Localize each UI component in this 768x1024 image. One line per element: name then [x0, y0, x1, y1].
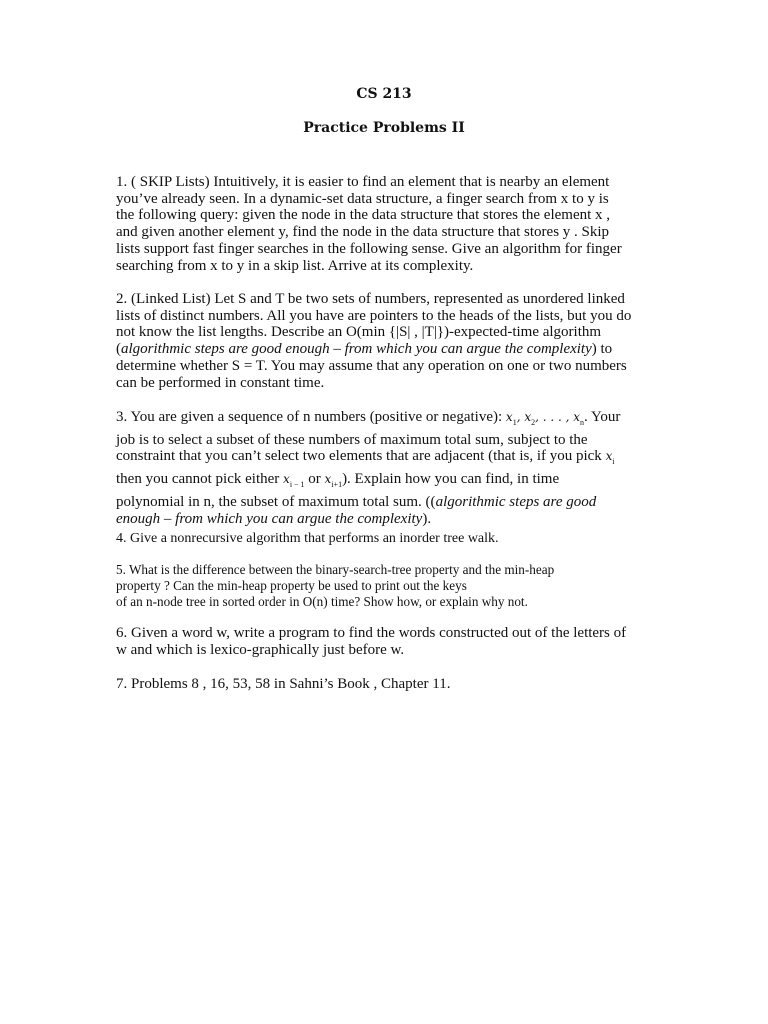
- problem-4: [116, 531, 656, 547]
- math-var: x: [324, 472, 332, 487]
- problem-2-line: not know the list lengths. Describe an O(min {|S| , |T|})-expected-time algorithm: [116, 324, 602, 341]
- problem-7-line: 7. Problems 8 , 16, 53, 58 in Sahni’s Book , Chapter 11.: [116, 676, 451, 692]
- document-title: Practice Problems II: [303, 120, 465, 136]
- problem-1: [116, 174, 656, 274]
- problem-6-line: 6. Given a word w, write a program to find the words constructed out of the letters of: [116, 625, 627, 641]
- problem-2-line: lists of distinct numbers. All you have are pointers to the heads of the lists, but you do: [116, 307, 632, 324]
- text-run: ). Explain how you can find, in time: [342, 471, 560, 488]
- problem-1-line: the following query: given the node in the data structure that stores the element x ,: [116, 207, 611, 224]
- problem-2-line: determine whether S = T. You may assume that any operation on one or two numbers: [116, 357, 627, 374]
- paren-open: (: [116, 341, 121, 358]
- problem-3-line: job is to select a subset of these numbers of maximum total sum, subject to the: [116, 431, 588, 448]
- math-sub: i+1: [331, 480, 343, 490]
- italic-note: algorithmic steps are good enough – from which you can argue the complexity: [121, 341, 592, 358]
- math-sub: 2: [531, 418, 536, 427]
- text-run: or: [304, 471, 325, 488]
- problem-2-line: [116, 341, 656, 358]
- math-var: x: [605, 449, 613, 464]
- math-sub: n: [580, 418, 585, 427]
- problem-3: [116, 409, 656, 527]
- problem-1-line: lists support fast finger searches in the following sense. Give an algorithm for finger: [116, 240, 622, 257]
- text-run: then you cannot pick either: [116, 471, 284, 488]
- italic-note: enough – from which you can argue the complexity: [116, 510, 423, 527]
- math-var: x: [524, 410, 532, 424]
- paren-close: ) to: [591, 341, 613, 358]
- problem-2: [116, 291, 656, 391]
- problem-2-line: 2. (Linked List) Let S and T be two sets of numbers, represented as unordered linked: [116, 291, 625, 307]
- problem-3-line: [116, 448, 656, 471]
- problem-3-line: [116, 494, 656, 511]
- problem-5-line: 5. What is the difference between the binary-search-tree property and the min-heap: [116, 562, 555, 577]
- text-run: constraint that you can’t select two elements that are adjacent (that is, if you pick: [116, 448, 606, 465]
- problem-1-line: you’ve already seen. In a dynamic-set data structure, a finger search from x to y is: [116, 190, 609, 207]
- italic-note: algorithmic steps are good: [435, 493, 597, 510]
- problem-1-line: searching from x to y in a skip list. Arrive at its complexity.: [116, 257, 474, 274]
- text-run: 3. You are given a sequence of n numbers (positive or negative):: [116, 409, 506, 425]
- problem-3-line: [116, 409, 656, 432]
- problem-2-line: can be performed in constant time.: [116, 374, 325, 391]
- math-dots: , . . . ,: [535, 410, 574, 424]
- problem-4-line: 4. Give a nonrecursive algorithm that performs an inorder tree walk.: [116, 531, 499, 546]
- problem-1-line: 1. ( SKIP Lists) Intuitively, it is easier to find an element that is nearby an element: [116, 174, 610, 190]
- text-run: polynomial in n, the subset of maximum total sum. ((: [116, 493, 436, 510]
- math-sub: 1: [512, 418, 517, 427]
- text-run: . Your: [584, 409, 621, 425]
- problem-6-line: w and which is lexico-graphically just before w.: [116, 641, 405, 658]
- course-code: CS 213: [356, 86, 412, 102]
- problem-1-line: and given another element y, find the node in the data structure that stores y . Skip: [116, 224, 610, 241]
- math-sep: ,: [516, 410, 525, 424]
- math-var: x: [573, 410, 581, 424]
- problem-5: [116, 562, 656, 611]
- problem-5-line: property ? Can the min-heap property be used to print out the keys: [116, 578, 467, 594]
- math-var: x: [505, 410, 513, 424]
- problem-7: [116, 676, 656, 693]
- math-var: x: [283, 472, 290, 487]
- math-sub: i − 1: [289, 480, 305, 490]
- math-sub: i: [612, 457, 615, 467]
- problem-3-line: [116, 511, 656, 528]
- text-run: ).: [422, 510, 432, 527]
- problem-6: [116, 625, 656, 658]
- problem-3-line: [116, 471, 656, 494]
- problem-5-line: of an n-node tree in sorted order in O(n) time? Show how, or explain why not.: [116, 594, 528, 610]
